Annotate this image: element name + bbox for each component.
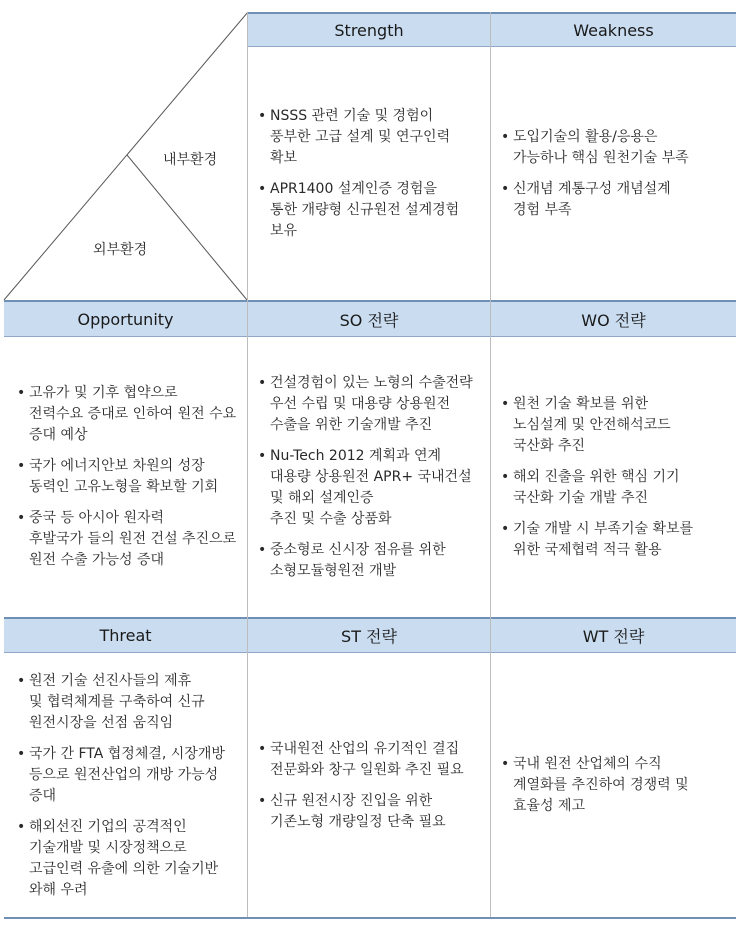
wo-item: • 기술 개발 시 부족기술 확보를 위한 국제협력 적극 활용 [501, 519, 733, 561]
st-item: • 국내원전 산업의 유기적인 결집 전문화와 창구 일원화 추진 필요 [258, 739, 488, 781]
header-weakness: Weakness [491, 12, 736, 47]
header-st-strategy: ST 전략 [248, 617, 490, 653]
table-bottom-rule [4, 917, 736, 919]
header-wt-strategy: WT 전략 [491, 617, 736, 653]
weakness-item: • 신개념 계통구성 개념설계 경험 부족 [501, 179, 733, 221]
strength-item: • NSSS 관련 기술 및 경험이 풍부한 고급 설계 및 연구인력 확보 [258, 106, 486, 169]
opportunity-cell [17, 337, 245, 617]
grid-vline-1 [247, 12, 248, 918]
header-so-strategy: SO 전략 [248, 300, 490, 337]
header-wo-strategy: WO 전략 [491, 300, 736, 337]
strength-item: • APR1400 설계인증 경험을 통한 개량형 신규원전 설계경험 보유 [258, 179, 486, 242]
st-strategy-cell [258, 653, 488, 918]
wt-item: • 국내 원전 산업체의 수직 계열화를 추진하여 경쟁력 및 효율성 제고 [501, 754, 733, 817]
threat-item: • 원전 기술 선진사들의 제휴 및 협력체계를 구축하여 신규 원전시장을 선점 움직임 [17, 671, 245, 734]
so-item: • 중소형로 신시장 점유를 위한 소형모듈형원전 개발 [258, 540, 488, 582]
so-item: • Nu-Tech 2012 계획과 연계 대용량 상용원전 APR+ 국내건설 및 해외 설계인증 추진 및 수출 상품화 [258, 446, 488, 530]
weakness-cell [501, 47, 733, 300]
threat-cell [17, 653, 245, 918]
opportunity-item: • 중국 등 아시아 원자력 후발국가 들의 원전 건설 추진으로 원전 수출 가능성 증대 [17, 508, 245, 571]
opportunity-item: • 고유가 및 기후 협약으로 전력수요 증대로 인하여 원전 수요 증대 예상 [17, 383, 245, 446]
threat-item: • 국가 간 FTA 협정체결, 시장개방 등으로 원전산업의 개방 가능성 증대 [17, 744, 245, 807]
strength-cell [258, 47, 486, 300]
weakness-item: • 도입기술의 활용/응용은 가능하나 핵심 원천기술 부족 [501, 127, 733, 169]
wo-strategy-cell [501, 337, 733, 617]
opportunity-item: • 국가 에너지안보 차원의 성장 동력인 고유노형을 확보할 기회 [17, 456, 245, 498]
wt-strategy-cell [501, 653, 733, 918]
corner-diagonal-inner [127, 155, 247, 300]
wo-item: • 원천 기술 확보를 위한 노심설계 및 안전해석코드 국산화 추진 [501, 394, 733, 457]
st-item: • 신규 원전시장 진입을 위한 기존노형 개량일정 단축 필요 [258, 791, 488, 833]
so-item: • 건설경험이 있는 노형의 수출전략 우선 수립 및 대용량 상용원전 수출을 위한 기술개발 추진 [258, 373, 488, 436]
threat-item: • 해외선진 기업의 공격적인 기술개발 및 시장정책으로 고급인력 유출에 의한 기술기반 와해 우려 [17, 817, 245, 901]
so-strategy-cell [258, 337, 488, 617]
header-threat: Threat [4, 617, 247, 653]
internal-environment-label: 내부환경 [163, 152, 218, 168]
grid-vline-2 [490, 12, 491, 918]
header-opportunity: Opportunity [4, 300, 247, 337]
wo-item: • 해외 진출을 위한 핵심 기기 국산화 기술 개발 추진 [501, 467, 733, 509]
external-environment-label: 외부환경 [93, 242, 148, 258]
header-strength: Strength [248, 12, 490, 47]
